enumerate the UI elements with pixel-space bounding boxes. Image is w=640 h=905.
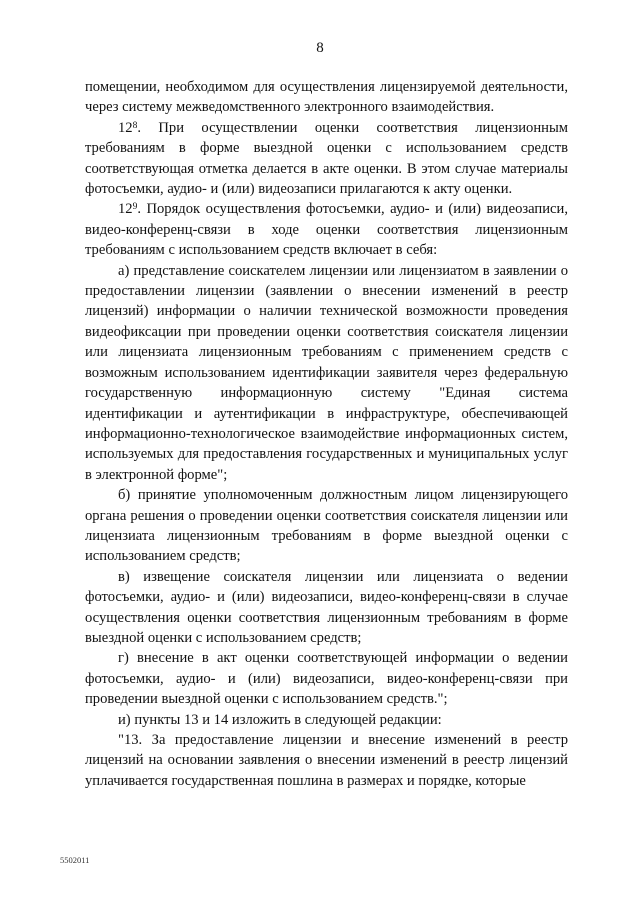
document-body: [85, 77, 568, 791]
clause-number: 12: [118, 119, 133, 136]
document-code: 5502011: [60, 855, 90, 865]
page-number: 8: [316, 40, 324, 56]
clause-number: 12: [118, 201, 133, 218]
subitem-b: б) принятие уполномоченным должностным лицом лицензирующего органа решения о проведении оценки соответствия соискателя лицензии или лицензиата лицензионным требованиям в форме выездной оценки с использованием средств;: [85, 487, 568, 565]
paragraph-12-8: [85, 118, 568, 200]
paragraph-13: "13. За предоставление лицензии и внесение изменений в реестр лицензий на основании заявления о внесении изменений в реестр лицензий уплачивается государственная пошлина в размерах и порядке, которые: [85, 732, 568, 789]
subitem-g: г) внесение в акт оценки соответствующей информации о ведении фотосъемки, аудио- и (или) видеозаписи, видео-конференц-связи при проведении выездной оценки с использованием средств.";: [85, 650, 568, 708]
subitem-v: в) извещение соискателя лицензии или лицензиата о ведении фотосъемки, аудио- и (или) видеозаписи, видео-конференц-связи в случае осуществления оценки соответствия лицензионным требованиям в форме выездной оценки с использованием средств;: [85, 568, 568, 646]
clause-superscript: 9: [132, 202, 138, 213]
clause-superscript: 8: [132, 120, 138, 131]
subitem-i: и) пункты 13 и 14 изложить в следующей редакции:: [118, 711, 442, 728]
paragraph-continuation: помещении, необходимом для осуществления лицензируемой деятельности, через систему межведомственного электронного взаимодействия.: [85, 79, 568, 116]
paragraph-text: . Порядок осуществления фотосъемки, аудио- и (или) видеозаписи, видео-конференц-связи в ходе оценки соответствия лицензионным требованиям с использованием средств включает в себя:: [85, 201, 568, 259]
paragraph-text: . При осуществлении оценки соответствия лицензионным требованиям в форме выездной оценки с использованием средств соответствующая отметка делается в акте оценки. В этом случае материалы фотосъемки, аудио- и (или) видеозаписи прилагаются к акту оценки.: [85, 119, 568, 198]
paragraph-12-9: [85, 199, 568, 260]
subitem-a: а) представление соискателем лицензии или лицензиатом в заявлении о предоставлении лицензии (заявлении о внесении изменений в реестр лицензий) информации о наличии технической возможности проведения видеофиксации при проведении оценки соответствия соискателя лицензии или лицензиата лицензионным требованиям с применением средств с возможным использованием идентификации заявителя через федеральную государственную информационную систему "Единая система идентификации и аутентификации в инфраструктуре, обеспечивающей информационно-технологическое взаимодействие информационных систем, используемых для предоставления государственных и муниципальных услуг в электронной форме";: [85, 262, 568, 483]
